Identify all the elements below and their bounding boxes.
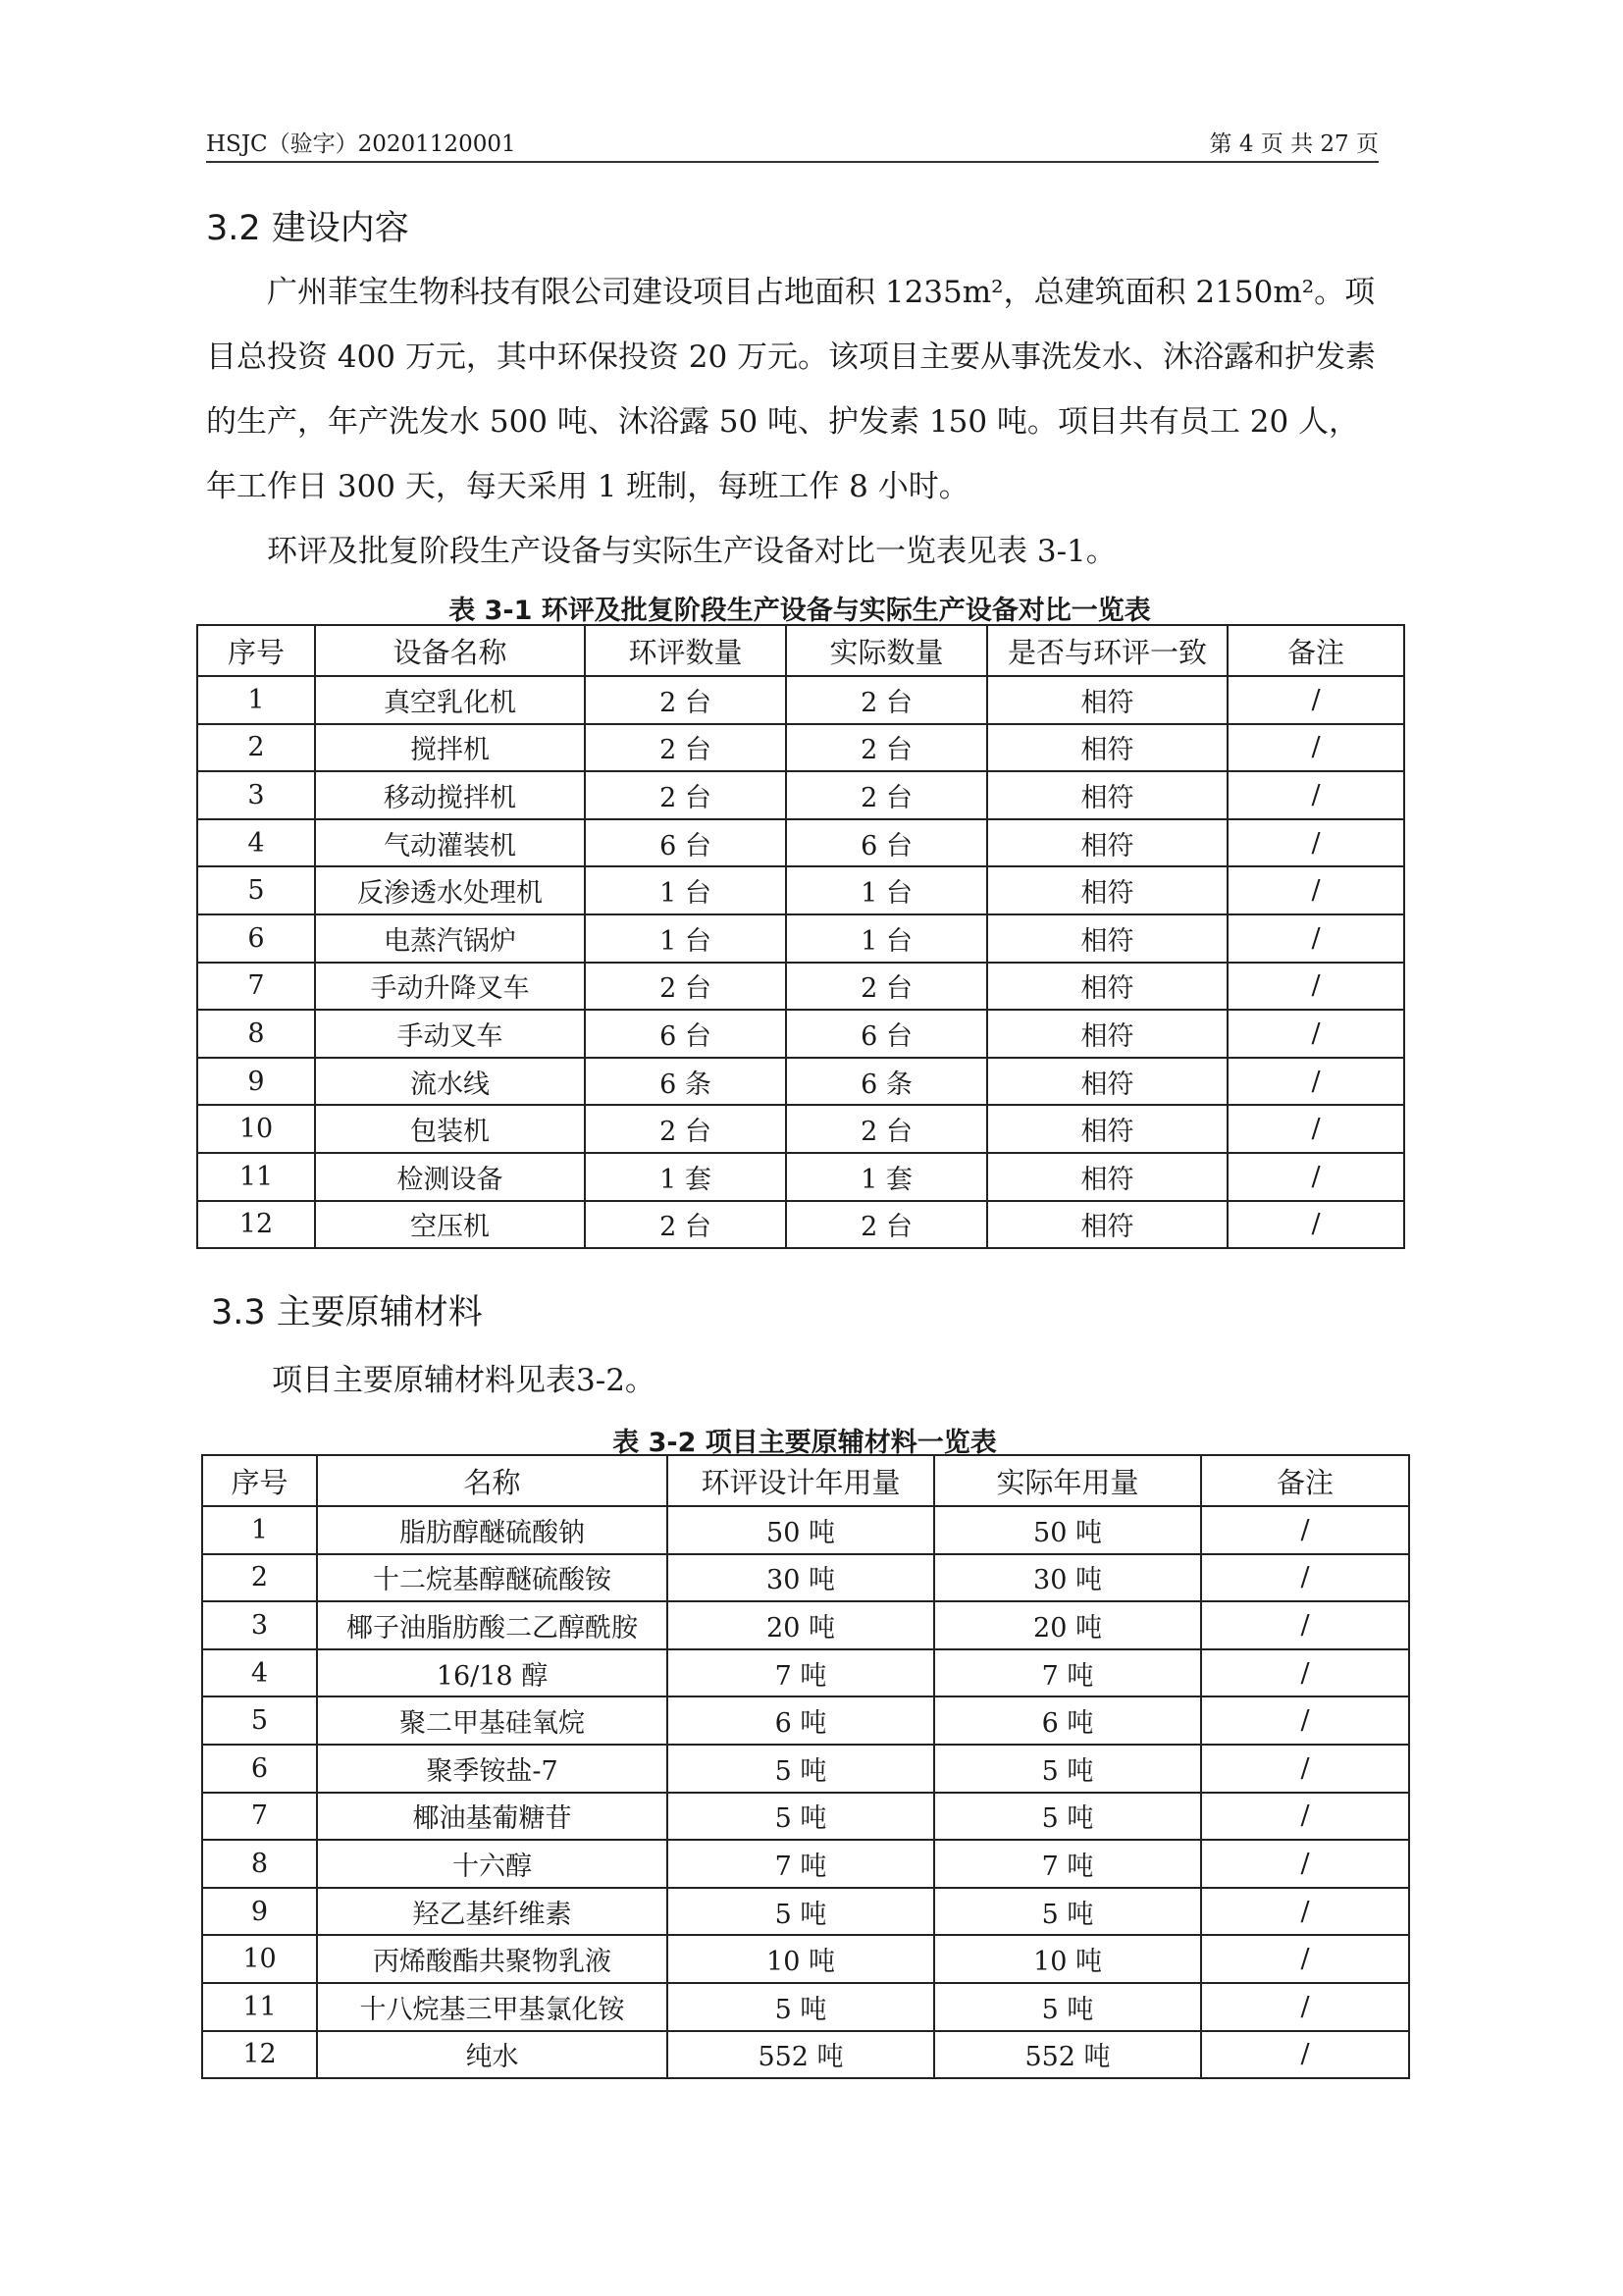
- table-cell: /: [1201, 1888, 1409, 1936]
- table-cell: 2 台: [585, 1105, 786, 1153]
- page-number: 第 4 页 共 27 页: [1209, 131, 1379, 157]
- table-row: [202, 1793, 1409, 1841]
- table-row: [197, 724, 1404, 772]
- table-cell: 相符: [987, 1010, 1228, 1058]
- table-cell: 1: [202, 1506, 317, 1554]
- table-cell: /: [1228, 914, 1404, 963]
- table-cell: 6 台: [786, 819, 987, 867]
- table-cell: 电蒸汽锅炉: [315, 914, 585, 963]
- table-row: [197, 963, 1404, 1011]
- section-3-2-body: [206, 260, 1388, 584]
- column-header: 环评设计年用量: [667, 1455, 934, 1506]
- column-header: 备注: [1201, 1455, 1409, 1506]
- table-cell: 552 吨: [934, 2031, 1201, 2079]
- table-cell: 相符: [987, 1058, 1228, 1106]
- section-3-3-body: [211, 1348, 1393, 1413]
- table-row: [202, 1601, 1409, 1649]
- column-header: 序号: [197, 625, 315, 676]
- table-cell: 4: [197, 819, 315, 867]
- table-cell: 11: [197, 1153, 315, 1201]
- table-cell: 7: [197, 963, 315, 1011]
- table-cell: 16/18 醇: [317, 1649, 667, 1697]
- table-cell: 10: [197, 1105, 315, 1153]
- table-cell: 2: [197, 724, 315, 772]
- table-cell: 5 吨: [667, 1745, 934, 1793]
- table-row: [202, 1888, 1409, 1936]
- table-cell: 相符: [987, 724, 1228, 772]
- table-cell: 相符: [987, 1201, 1228, 1249]
- table-cell: 10 吨: [667, 1935, 934, 1983]
- table-cell: 1: [197, 676, 315, 724]
- table-cell: 1 台: [585, 866, 786, 914]
- document-number: HSJC（验字）20201120001: [206, 131, 516, 157]
- table-cell: 5 吨: [667, 1888, 934, 1936]
- table-cell: /: [1228, 1058, 1404, 1106]
- table-cell: 相符: [987, 819, 1228, 867]
- table-cell: 脂肪醇醚硫酸钠: [317, 1506, 667, 1554]
- table-row: [197, 1201, 1404, 1249]
- table-cell: 5: [202, 1696, 317, 1745]
- table-cell: 2 台: [786, 724, 987, 772]
- table-cell: 11: [202, 1983, 317, 2031]
- table-cell: /: [1228, 1105, 1404, 1153]
- table-cell: 真空乳化机: [315, 676, 585, 724]
- table-cell: 4: [202, 1649, 317, 1697]
- column-header: 实际年用量: [934, 1455, 1201, 1506]
- table-cell: 1 台: [786, 914, 987, 963]
- table-row: [202, 2031, 1409, 2079]
- table-cell: 8: [202, 1840, 317, 1888]
- table-cell: 10 吨: [934, 1935, 1201, 1983]
- table-row: [197, 819, 1404, 867]
- table-cell: 12: [197, 1201, 315, 1249]
- table-cell: 2 台: [786, 963, 987, 1011]
- table-row: [202, 1935, 1409, 1983]
- table-cell: 1 套: [585, 1153, 786, 1201]
- table-row: [202, 1554, 1409, 1602]
- table-cell: 反渗透水处理机: [315, 866, 585, 914]
- table-cell: 1 台: [585, 914, 786, 963]
- table-cell: 30 吨: [667, 1554, 934, 1602]
- table-cell: 2: [202, 1554, 317, 1602]
- table-cell: 2 台: [786, 1105, 987, 1153]
- table-cell: 10: [202, 1935, 317, 1983]
- raw-materials-table: [201, 1454, 1410, 2079]
- section-3-2-paragraph-1: 广州菲宝生物科技有限公司建设项目占地面积 1235m²，总建筑面积 2150m²。项目总投资 400 万元，其中环保投资 20 万元。该项目主要从事洗发水、沐浴露和护发素的生产，年产洗发水 500 吨、沐浴露 50 吨、护发素 150 吨。项目共有员工 20 人，年工作日 300 天，每天采用 1 班制，每班工作 8 小时。: [206, 275, 1377, 504]
- column-header: 序号: [202, 1455, 317, 1506]
- table-cell: 2 台: [585, 676, 786, 724]
- table-cell: 50 吨: [667, 1506, 934, 1554]
- table-cell: 5 吨: [934, 1793, 1201, 1841]
- table-cell: 手动叉车: [315, 1010, 585, 1058]
- table-cell: /: [1228, 724, 1404, 772]
- table-cell: 手动升降叉车: [315, 963, 585, 1011]
- table-cell: 6 条: [786, 1058, 987, 1106]
- table-cell: /: [1201, 1696, 1409, 1745]
- column-header: 设备名称: [315, 625, 585, 676]
- table-cell: 相符: [987, 676, 1228, 724]
- table-row: [197, 1010, 1404, 1058]
- table-cell: 2 台: [786, 676, 987, 724]
- table-cell: /: [1201, 1649, 1409, 1697]
- column-header: 名称: [317, 1455, 667, 1506]
- table-row: [197, 914, 1404, 963]
- table-cell: 聚季铵盐-7: [317, 1745, 667, 1793]
- table-cell: 椰油基葡糖苷: [317, 1793, 667, 1841]
- column-header: 是否与环评一致: [987, 625, 1228, 676]
- table-row: [197, 771, 1404, 819]
- table-row: [202, 1745, 1409, 1793]
- table-cell: 气动灌装机: [315, 819, 585, 867]
- table-cell: 8: [197, 1010, 315, 1058]
- table-cell: /: [1228, 963, 1404, 1011]
- table-cell: 聚二甲基硅氧烷: [317, 1696, 667, 1745]
- table-cell: 空压机: [315, 1201, 585, 1249]
- table-cell: 流水线: [315, 1058, 585, 1106]
- table-cell: /: [1228, 819, 1404, 867]
- table-cell: 丙烯酸酯共聚物乳液: [317, 1935, 667, 1983]
- table-cell: 6 台: [585, 1010, 786, 1058]
- table-cell: 1 台: [786, 866, 987, 914]
- table-cell: /: [1228, 1153, 1404, 1201]
- table-cell: 纯水: [317, 2031, 667, 2079]
- table-row: [202, 1506, 1409, 1554]
- table-cell: /: [1201, 2031, 1409, 2079]
- table-cell: 552 吨: [667, 2031, 934, 2079]
- table-row: [202, 1696, 1409, 1745]
- table-cell: 检测设备: [315, 1153, 585, 1201]
- table-cell: 2 台: [786, 1201, 987, 1249]
- table-cell: 9: [202, 1888, 317, 1936]
- table-row: [197, 866, 1404, 914]
- table-cell: 相符: [987, 1105, 1228, 1153]
- column-header: 实际数量: [786, 625, 987, 676]
- table-header-row: [197, 625, 1404, 676]
- table-cell: /: [1201, 1506, 1409, 1554]
- table-cell: 相符: [987, 1153, 1228, 1201]
- table-row: [202, 1840, 1409, 1888]
- table-row: [202, 1983, 1409, 2031]
- table-cell: 移动搅拌机: [315, 771, 585, 819]
- table-cell: 6: [197, 914, 315, 963]
- table-header-row: [202, 1455, 1409, 1506]
- section-3-3-paragraph-1: 项目主要原辅材料见表3-2。: [272, 1363, 655, 1398]
- table-cell: 相符: [987, 963, 1228, 1011]
- table-cell: 7 吨: [667, 1649, 934, 1697]
- table-cell: /: [1228, 676, 1404, 724]
- table-cell: /: [1228, 1201, 1404, 1249]
- table-cell: 相符: [987, 771, 1228, 819]
- page-header: [206, 126, 1379, 163]
- table-cell: 12: [202, 2031, 317, 2079]
- equipment-comparison-table: [196, 624, 1405, 1249]
- table-cell: 3: [202, 1601, 317, 1649]
- table-cell: 6 吨: [667, 1696, 934, 1745]
- table-cell: 包装机: [315, 1105, 585, 1153]
- table-row: [197, 676, 1404, 724]
- table-cell: 十六醇: [317, 1840, 667, 1888]
- table-cell: 搅拌机: [315, 724, 585, 772]
- table-cell: 6 吨: [934, 1696, 1201, 1745]
- table-cell: /: [1228, 771, 1404, 819]
- table-cell: 1 套: [786, 1153, 987, 1201]
- table-cell: /: [1201, 1793, 1409, 1841]
- table-cell: 2 台: [786, 771, 987, 819]
- table-cell: 5 吨: [667, 1983, 934, 2031]
- table-cell: 5 吨: [934, 1888, 1201, 1936]
- section-3-2-paragraph-2: 环评及批复阶段生产设备与实际生产设备对比一览表见表 3-1。: [267, 534, 1117, 569]
- table-cell: 7 吨: [934, 1649, 1201, 1697]
- table-cell: /: [1201, 1935, 1409, 1983]
- table-cell: 3: [197, 771, 315, 819]
- table-cell: 5: [197, 866, 315, 914]
- table-cell: 7 吨: [934, 1840, 1201, 1888]
- table-cell: 7: [202, 1793, 317, 1841]
- table-cell: 6 台: [786, 1010, 987, 1058]
- table-cell: /: [1201, 1983, 1409, 2031]
- table-cell: 20 吨: [667, 1601, 934, 1649]
- table-cell: 十八烷基三甲基氯化铵: [317, 1983, 667, 2031]
- table-cell: 十二烷基醇醚硫酸铵: [317, 1554, 667, 1602]
- column-header: 备注: [1228, 625, 1404, 676]
- table-cell: 5 吨: [934, 1983, 1201, 2031]
- table-cell: 7 吨: [667, 1840, 934, 1888]
- table-cell: 相符: [987, 866, 1228, 914]
- table-cell: 30 吨: [934, 1554, 1201, 1602]
- table-cell: 6 台: [585, 819, 786, 867]
- table-cell: /: [1228, 1010, 1404, 1058]
- table-cell: /: [1201, 1745, 1409, 1793]
- table-cell: 2 台: [585, 771, 786, 819]
- table-cell: 50 吨: [934, 1506, 1201, 1554]
- section-3-3-heading: 3.3 主要原辅材料: [211, 1293, 483, 1332]
- table-row: [197, 1105, 1404, 1153]
- table-cell: 6 条: [585, 1058, 786, 1106]
- table-cell: /: [1228, 866, 1404, 914]
- section-3-2-heading: 3.2 建设内容: [206, 209, 409, 248]
- table-cell: /: [1201, 1601, 1409, 1649]
- table-cell: 2 台: [585, 724, 786, 772]
- table-cell: 5 吨: [934, 1745, 1201, 1793]
- table-cell: 5 吨: [667, 1793, 934, 1841]
- table-3-1-caption: 表 3-1 环评及批复阶段生产设备与实际生产设备对比一览表: [448, 596, 1151, 626]
- table-cell: 2 台: [585, 963, 786, 1011]
- table-cell: 相符: [987, 914, 1228, 963]
- table-cell: 9: [197, 1058, 315, 1106]
- table-cell: /: [1201, 1840, 1409, 1888]
- table-3-2-caption: 表 3-2 项目主要原辅材料一览表: [612, 1428, 997, 1458]
- table-cell: 2 台: [585, 1201, 786, 1249]
- table-row: [197, 1153, 1404, 1201]
- table-cell: 6: [202, 1745, 317, 1793]
- table-cell: /: [1201, 1554, 1409, 1602]
- table-row: [197, 1058, 1404, 1106]
- table-row: [202, 1649, 1409, 1697]
- table-cell: 椰子油脂肪酸二乙醇酰胺: [317, 1601, 667, 1649]
- table-cell: 羟乙基纤维素: [317, 1888, 667, 1936]
- table-cell: 20 吨: [934, 1601, 1201, 1649]
- column-header: 环评数量: [585, 625, 786, 676]
